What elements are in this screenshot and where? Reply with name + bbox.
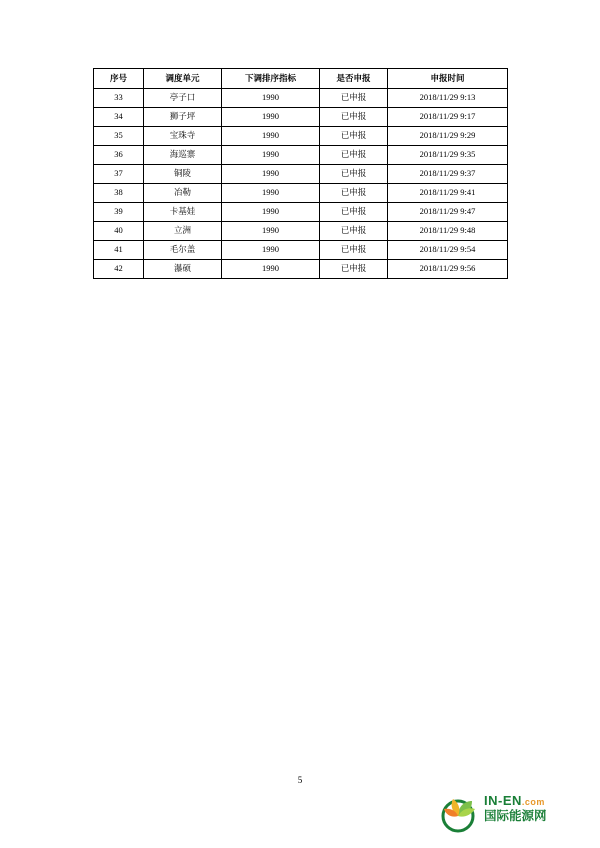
cell-index: 1990 [222, 260, 320, 279]
table-row [94, 241, 508, 260]
cell-unit: 宝珠寺 [144, 127, 222, 146]
cell-unit: 亭子口 [144, 89, 222, 108]
table-header-row [94, 69, 508, 89]
cell-time: 2018/11/29 9:29 [388, 127, 508, 146]
cell-index: 1990 [222, 241, 320, 260]
cell-unit: 卡基娃 [144, 203, 222, 222]
cell-declared: 已申报 [320, 184, 388, 203]
watermark-brand-latin [484, 794, 584, 808]
watermark-brand-name: IN-EN [484, 793, 522, 808]
cell-declared: 已申报 [320, 89, 388, 108]
cell-time: 2018/11/29 9:41 [388, 184, 508, 203]
cell-index: 1990 [222, 108, 320, 127]
cell-time: 2018/11/29 9:54 [388, 241, 508, 260]
cell-seq: 42 [94, 260, 144, 279]
cell-index: 1990 [222, 89, 320, 108]
cell-index: 1990 [222, 127, 320, 146]
column-header-time: 申报时间 [388, 69, 508, 89]
column-header-unit: 调度单元 [144, 69, 222, 89]
cell-seq: 38 [94, 184, 144, 203]
cell-unit: 铜陵 [144, 165, 222, 184]
cell-time: 2018/11/29 9:13 [388, 89, 508, 108]
cell-declared: 已申报 [320, 260, 388, 279]
cell-index: 1990 [222, 165, 320, 184]
cell-unit: 瀑硕 [144, 260, 222, 279]
cell-time: 2018/11/29 9:48 [388, 222, 508, 241]
cell-time: 2018/11/29 9:37 [388, 165, 508, 184]
cell-declared: 已申报 [320, 241, 388, 260]
cell-unit: 海巡寨 [144, 146, 222, 165]
cell-unit: 毛尔盖 [144, 241, 222, 260]
column-header-seq: 序号 [94, 69, 144, 89]
cell-declared: 已申报 [320, 108, 388, 127]
dispatch-table [93, 68, 508, 279]
leaf-logo-icon [436, 792, 480, 836]
cell-seq: 35 [94, 127, 144, 146]
cell-declared: 已申报 [320, 203, 388, 222]
watermark-text [484, 794, 584, 824]
cell-time: 2018/11/29 9:47 [388, 203, 508, 222]
cell-declared: 已申报 [320, 222, 388, 241]
cell-unit: 冶勒 [144, 184, 222, 203]
watermark-brand-suffix: .com [521, 797, 545, 807]
table-row [94, 146, 508, 165]
dispatch-table-container [93, 68, 507, 279]
cell-index: 1990 [222, 146, 320, 165]
watermark-brand-chinese: 国际能源网 [484, 809, 547, 824]
cell-unit: 立洲 [144, 222, 222, 241]
table-row [94, 127, 508, 146]
cell-seq: 36 [94, 146, 144, 165]
watermark [436, 790, 586, 838]
table-row [94, 89, 508, 108]
table-row [94, 108, 508, 127]
cell-index: 1990 [222, 222, 320, 241]
column-header-index: 下调排序指标 [222, 69, 320, 89]
cell-seq: 34 [94, 108, 144, 127]
cell-seq: 40 [94, 222, 144, 241]
page-number: 5 [297, 775, 303, 785]
table-row [94, 260, 508, 279]
column-header-declared: 是否申报 [320, 69, 388, 89]
table-row [94, 222, 508, 241]
cell-declared: 已申报 [320, 165, 388, 184]
cell-seq: 33 [94, 89, 144, 108]
table-row [94, 184, 508, 203]
cell-seq: 37 [94, 165, 144, 184]
cell-seq: 41 [94, 241, 144, 260]
cell-declared: 已申报 [320, 146, 388, 165]
cell-declared: 已申报 [320, 127, 388, 146]
table-row [94, 203, 508, 222]
cell-time: 2018/11/29 9:35 [388, 146, 508, 165]
cell-index: 1990 [222, 203, 320, 222]
cell-index: 1990 [222, 184, 320, 203]
cell-unit: 狮子坪 [144, 108, 222, 127]
table-row [94, 165, 508, 184]
cell-time: 2018/11/29 9:17 [388, 108, 508, 127]
cell-time: 2018/11/29 9:56 [388, 260, 508, 279]
cell-seq: 39 [94, 203, 144, 222]
